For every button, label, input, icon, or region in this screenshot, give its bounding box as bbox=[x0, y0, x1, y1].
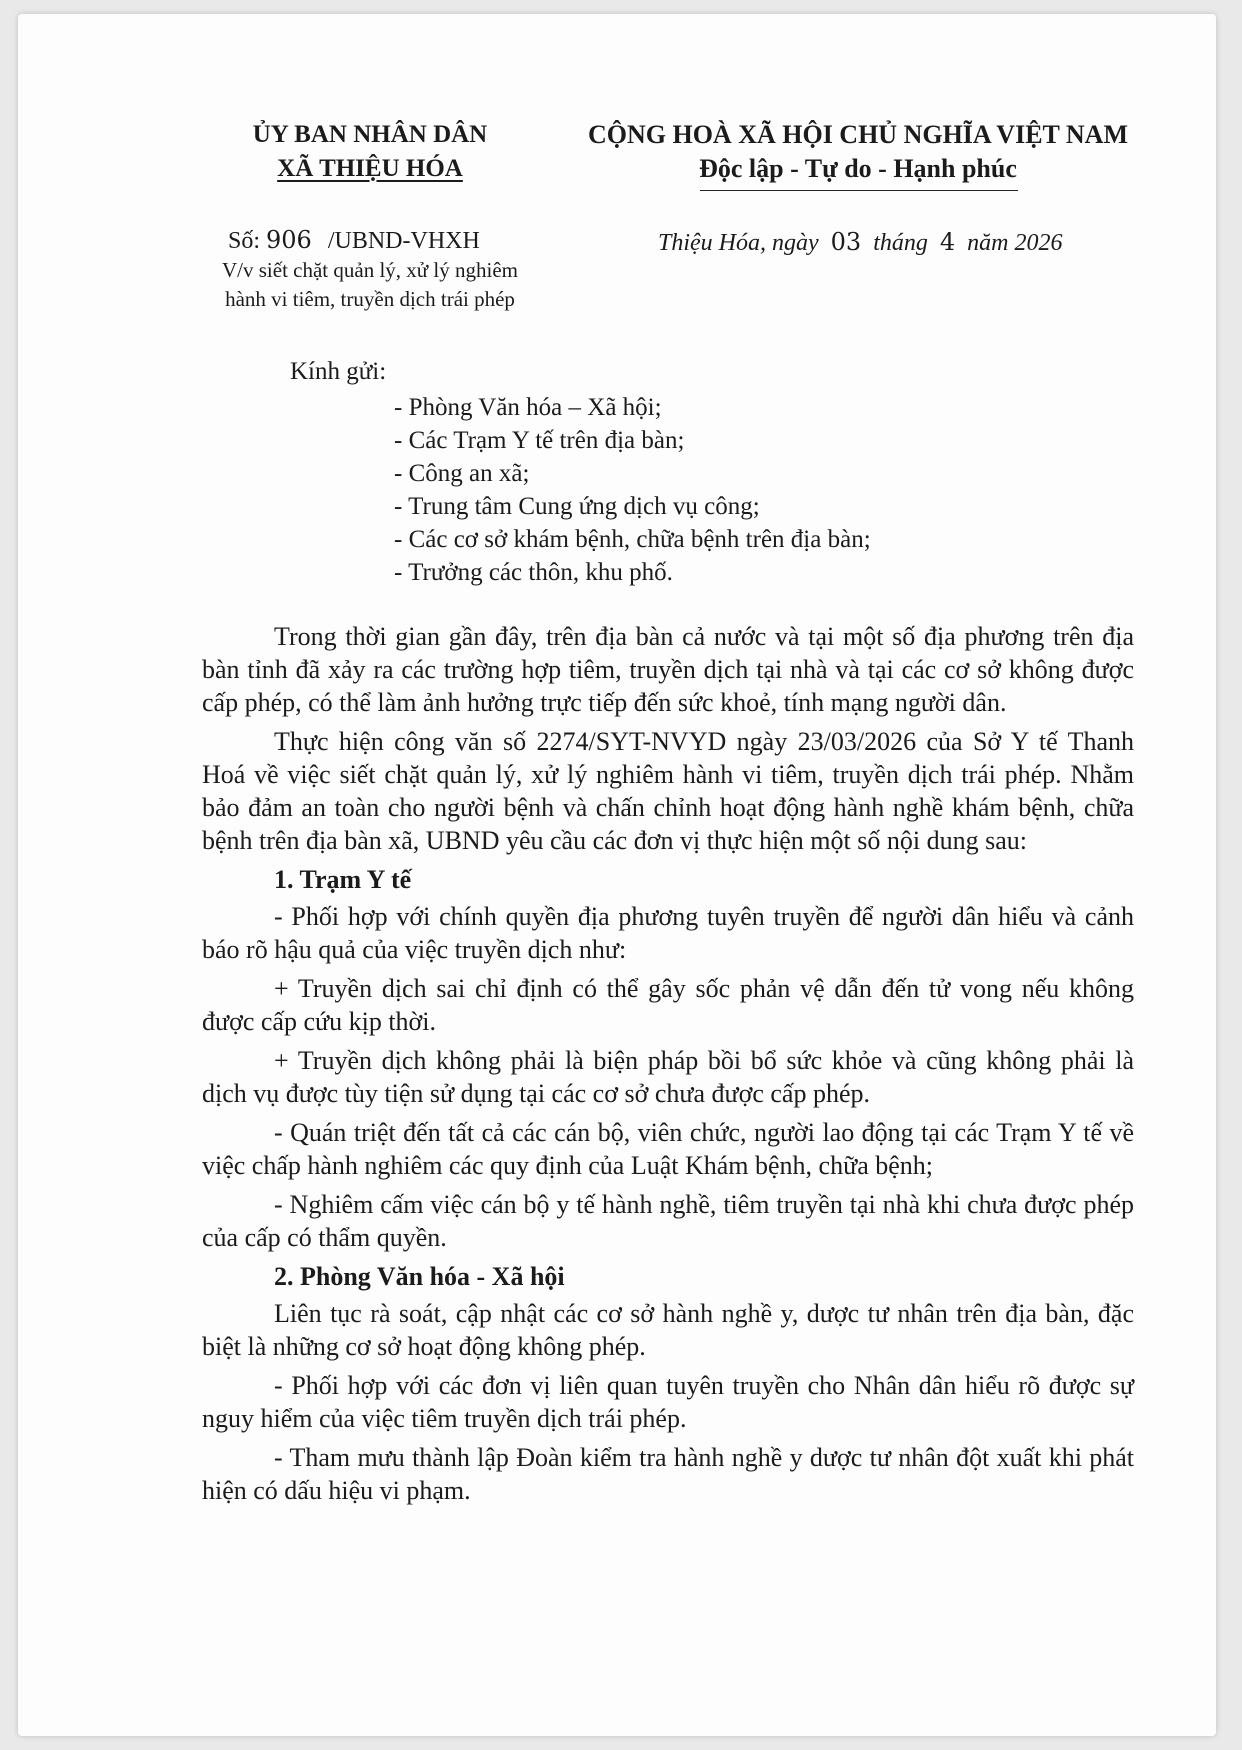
subject-line-1: V/v siết chặt quản lý, xử lý nghiêm bbox=[222, 258, 518, 282]
date-month-label: tháng bbox=[873, 230, 928, 256]
issuer-line-1: ỦY BAN NHÂN DÂN bbox=[252, 121, 488, 148]
recipient-item: - Phòng Văn hóa – Xã hội; bbox=[394, 394, 662, 421]
national-title: CỘNG HOÀ XÃ HỘI CHỦ NGHĨA VIỆT NAM bbox=[587, 120, 1129, 149]
section-heading-2: 2. Phòng Văn hóa - Xã hội bbox=[274, 1262, 565, 1291]
recipient-item: - Các cơ sở khám bệnh, chữa bệnh trên địa bàn; bbox=[394, 526, 871, 553]
date-month: 4 bbox=[939, 228, 956, 256]
body-paragraph: Thực hiện công văn số 2274/SYT-NVYD ngày 23/03/2026 của Sở Y tế Thanh Hoá về việc siết chặt quản lý, xử lý nghiêm hành vi tiêm, truyền dịch trái phép. Nhằm bảo đảm an toàn cho người bệnh và chấn chỉnh hoạt động hành nghề khám bệnh, chữa bệnh trên địa bàn xã, UBND yêu cầu các đơn vị thực hiện một số nội dung sau: bbox=[202, 727, 1134, 855]
document-number bbox=[228, 226, 480, 255]
recipient-item: - Trưởng các thôn, khu phố. bbox=[394, 559, 673, 586]
motto-underline bbox=[700, 190, 1018, 191]
number-label: Số: bbox=[228, 228, 261, 254]
date-day: 03 bbox=[830, 228, 862, 256]
document-page bbox=[18, 14, 1216, 1736]
body-paragraph: Trong thời gian gần đây, trên địa bàn cả nước và tại một số địa phương trên địa bàn tỉnh đã xảy ra các trường hợp tiêm, truyền dịch tại nhà và tại các cơ sở không được cấp phép, có thể làm ảnh hưởng trực tiếp đến sức khoẻ, tính mạng người dân. bbox=[202, 622, 1134, 717]
issuer-name: XÃ THIỆU HÓA bbox=[277, 155, 463, 182]
national-motto: Độc lập - Tự do - Hạnh phúc bbox=[699, 154, 1017, 183]
body-paragraph: - Quán triệt đến tất cả các cán bộ, viên chức, người lao động tại các Trạm Y tế về việc chấp hành nghiêm các quy định của Luật Khám bệnh, chữa bệnh; bbox=[202, 1118, 1134, 1180]
number-code: /UBND-VHXH bbox=[327, 228, 480, 254]
body-paragraph: - Tham mưu thành lập Đoàn kiểm tra hành nghề y dược tư nhân đột xuất khi phát hiện có dấu hiệu vi phạm. bbox=[202, 1443, 1134, 1505]
number-value: 906 bbox=[266, 226, 312, 254]
recipients-label: Kính gửi: bbox=[290, 358, 387, 385]
body-paragraph: + Truyền dịch sai chỉ định có thể gây sốc phản vệ dẫn đến tử vong nếu không được cấp cứu kịp thời. bbox=[202, 974, 1134, 1036]
document-body bbox=[202, 620, 1134, 1513]
subject-line-2: hành vi tiêm, truyền dịch trái phép bbox=[225, 287, 515, 311]
body-paragraph: - Nghiêm cấm việc cán bộ y tế hành nghề, tiêm truyền tại nhà khi chưa được phép của cấp có thẩm quyền. bbox=[202, 1190, 1134, 1252]
section-heading-1: 1. Trạm Y tế bbox=[274, 865, 412, 894]
issuer-line-2 bbox=[180, 152, 560, 186]
body-paragraph: - Phối hợp với các đơn vị liên quan tuyên truyền cho Nhân dân hiểu rõ được sự nguy hiểm của việc tiêm truyền dịch trái phép. bbox=[202, 1371, 1134, 1433]
issue-date bbox=[658, 228, 1063, 257]
recipient-item: - Công an xã; bbox=[394, 460, 530, 487]
recipient-item: - Các Trạm Y tế trên địa bàn; bbox=[394, 427, 685, 454]
body-paragraph: + Truyền dịch không phải là biện pháp bồi bổ sức khỏe và cũng không phải là dịch vụ được tùy tiện sử dụng tại các cơ sở chưa được cấp phép. bbox=[202, 1046, 1134, 1108]
date-year: năm 2026 bbox=[967, 230, 1063, 256]
body-paragraph: Liên tục rà soát, cập nhật các cơ sở hành nghề y, dược tư nhân trên địa bàn, đặc biệt là những cơ sở hoạt động không phép. bbox=[202, 1299, 1134, 1361]
recipient-item: - Trung tâm Cung ứng dịch vụ công; bbox=[394, 493, 760, 520]
date-place: Thiệu Hóa, ngày bbox=[658, 230, 819, 256]
body-paragraph: - Phối hợp với chính quyền địa phương tuyên truyền để người dân hiểu và cảnh báo rõ hậu quả của việc truyền dịch như: bbox=[202, 902, 1134, 964]
